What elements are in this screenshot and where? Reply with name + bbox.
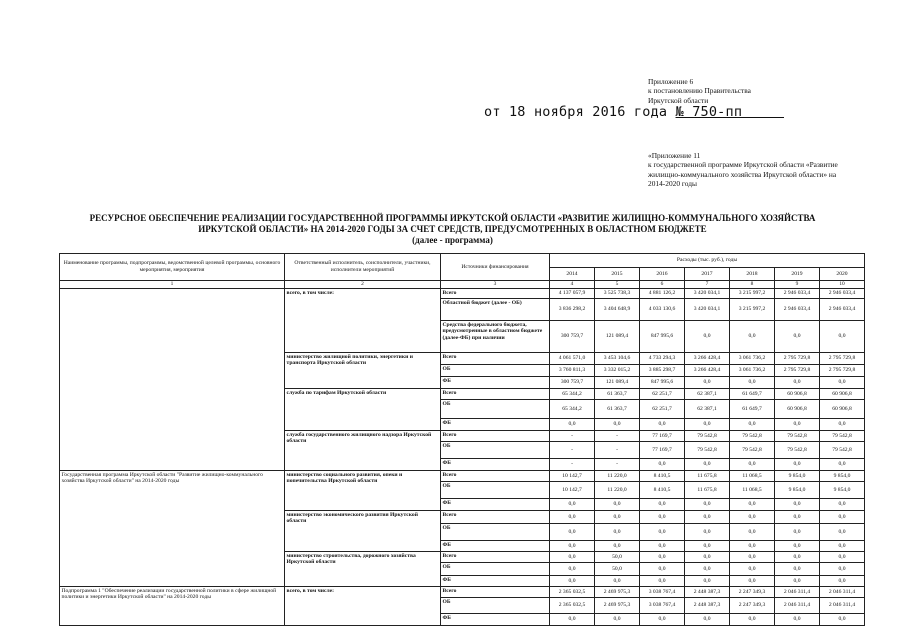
amount-cell: 0,0 — [685, 321, 730, 353]
funding-source-cell: Областной бюджет (далее - ОБ) — [441, 299, 550, 321]
title-line: РЕСУРСНОЕ ОБЕСПЕЧЕНИЕ РЕАЛИЗАЦИИ ГОСУДАРСТВЕННОЙ ПРОГРАММЫ ИРКУТСКОЙ ОБЛАСТИ «РАЗВИТИЕ ЖИЛИЩНО-КОММУНАЛЬНОГО ХОЗЯЙСТВА — [89, 213, 816, 223]
amount-cell: 4 881 126,2 — [640, 289, 685, 299]
amount-cell: 3 453 104,6 — [595, 353, 640, 365]
column-index: 7 — [685, 281, 730, 289]
table-header — [60, 254, 865, 289]
funding-source-cell: ФБ — [441, 541, 550, 552]
amount-cell: 0,0 — [730, 552, 775, 563]
amount-cell: 0,0 — [820, 511, 865, 524]
amount-cell: 0,0 — [550, 524, 595, 541]
amount-cell: 11 675,8 — [685, 482, 730, 499]
amount-cell: 62 251,7 — [640, 389, 685, 400]
amount-cell: 0,0 — [730, 576, 775, 587]
amount-cell: - — [550, 442, 595, 459]
amount-cell: 4 733 294,3 — [640, 353, 685, 365]
amount-cell: 9 854,0 — [820, 482, 865, 499]
header-year: 2020 — [820, 268, 865, 281]
amount-cell: 3 038 767,4 — [640, 587, 685, 598]
amount-cell: 0,0 — [730, 614, 775, 626]
column-index: 3 — [441, 281, 550, 289]
amount-cell: 0,0 — [640, 499, 685, 511]
appendix-header — [648, 151, 838, 189]
amount-cell: 0,0 — [730, 524, 775, 541]
header-year: 2017 — [685, 268, 730, 281]
title-line: ИРКУТСКОЙ ОБЛАСТИ» НА 2014-2020 ГОДЫ ЗА СЧЕТ СРЕДСТВ, ПРЕДУСМОТРЕННЫХ В ОБЛАСТНОМ БЮДЖЕТЕ — [198, 224, 707, 235]
responsible-cell: министерство строительства, дорожного хозяйства Иркутской области — [285, 552, 441, 587]
amount-cell: 0,0 — [640, 614, 685, 626]
amount-cell: 65 344,2 — [550, 389, 595, 400]
responsible-cell: всего, в том числе: — [285, 587, 441, 626]
program-name-cell: Подпрограмма 1 "Обеспечение реализации государственной политики в сфере жилищной политики и энергетики Иркутской области" на 2014-2020 годы — [60, 587, 285, 626]
table-row — [60, 289, 865, 299]
amount-cell: 3 061 736,2 — [730, 365, 775, 377]
amount-cell: 11 675,8 — [685, 471, 730, 482]
header-expenses: Расходы (тыс. руб.), годы — [550, 254, 865, 268]
amount-cell: - — [550, 459, 595, 471]
funding-source-cell: ФБ — [441, 499, 550, 511]
amount-cell: 62 251,7 — [640, 400, 685, 419]
column-index-row — [60, 281, 865, 289]
amount-cell: 2 795 729,8 — [820, 353, 865, 365]
funding-source-cell: Всего — [441, 471, 550, 482]
column-index: 8 — [730, 281, 775, 289]
amount-cell: 0,0 — [685, 563, 730, 576]
amount-cell: 0,0 — [640, 511, 685, 524]
amount-cell: 0,0 — [820, 499, 865, 511]
amount-cell: 0,0 — [685, 459, 730, 471]
amount-cell: 0,0 — [640, 419, 685, 431]
amount-cell: 3 836 298,2 — [550, 299, 595, 321]
amount-cell: 0,0 — [685, 524, 730, 541]
amount-cell: 0,0 — [550, 511, 595, 524]
amount-cell: 10 142,7 — [550, 482, 595, 499]
amount-cell: 0,0 — [730, 321, 775, 353]
amount-cell: 0,0 — [730, 377, 775, 389]
amount-cell: 3 215 997,2 — [730, 299, 775, 321]
amount-cell: - — [595, 431, 640, 442]
amount-cell: 0,0 — [640, 459, 685, 471]
amount-cell: 0,0 — [640, 576, 685, 587]
amount-cell: 0,0 — [550, 576, 595, 587]
title-subline: (далее - программа) — [412, 235, 493, 246]
amount-cell: 0,0 — [685, 614, 730, 626]
responsible-cell: всего, в том числе: — [285, 289, 441, 353]
funding-source-cell: Всего — [441, 289, 550, 299]
amount-cell: 0,0 — [550, 614, 595, 626]
table-row — [60, 471, 865, 482]
amount-cell: 847 995,6 — [640, 377, 685, 389]
header-year: 2019 — [775, 268, 820, 281]
column-index: 2 — [285, 281, 441, 289]
document-title — [20, 213, 885, 247]
amount-cell: 0,0 — [820, 524, 865, 541]
amount-cell: 0,0 — [550, 552, 595, 563]
amount-cell: 79 542,8 — [820, 431, 865, 442]
amount-cell: 0,0 — [685, 576, 730, 587]
amount-cell: 79 542,8 — [730, 431, 775, 442]
amount-cell: 0,0 — [820, 552, 865, 563]
amount-cell: 0,0 — [640, 541, 685, 552]
decree-date-line — [484, 104, 784, 120]
amount-cell: 2 946 033,4 — [775, 289, 820, 299]
column-index: 6 — [640, 281, 685, 289]
amount-cell: 0,0 — [730, 499, 775, 511]
amount-cell: 2 795 729,8 — [775, 353, 820, 365]
amount-cell: 60 906,8 — [775, 389, 820, 400]
amount-cell: 0,0 — [640, 552, 685, 563]
amount-cell: 65 344,2 — [550, 400, 595, 419]
amount-cell: 3 404 648,9 — [595, 299, 640, 321]
header-responsible: Ответственный исполнитель, соисполнители, участники, исполнители мероприятий — [285, 254, 441, 281]
appendix-line: жилищно-коммунального хозяйства Иркутской области» на — [648, 169, 837, 179]
amount-cell: 62 387,1 — [685, 400, 730, 419]
amount-cell: 2 448 387,3 — [685, 598, 730, 614]
amount-cell: 0,0 — [820, 321, 865, 353]
amount-cell: 3 266 428,4 — [685, 365, 730, 377]
header-name: Наименование программы, подпрограммы, ведомственной целевой программы, основного мероприятия, мероприятия — [60, 254, 285, 281]
amount-cell: 8 410,5 — [640, 482, 685, 499]
amount-cell: 0,0 — [595, 419, 640, 431]
amount-cell: 0,0 — [775, 541, 820, 552]
amount-cell: 0,0 — [595, 524, 640, 541]
header-year: 2015 — [595, 268, 640, 281]
amount-cell: 0,0 — [550, 419, 595, 431]
amount-cell: 2 448 387,3 — [685, 587, 730, 598]
approval-line: к постановлению Правительства — [648, 86, 751, 96]
amount-cell: 11 220,0 — [595, 482, 640, 499]
funding-source-cell: ФБ — [441, 576, 550, 587]
funding-source-cell: Всего — [441, 389, 550, 400]
amount-cell: 2 046 311,4 — [775, 587, 820, 598]
amount-cell: 2 469 975,3 — [595, 598, 640, 614]
amount-cell: 3 760 811,3 — [550, 365, 595, 377]
decree-number: № 750-пп — [675, 104, 743, 120]
amount-cell: 2 046 311,4 — [820, 587, 865, 598]
amount-cell: 2 365 032,5 — [550, 587, 595, 598]
amount-cell: 0,0 — [775, 321, 820, 353]
amount-cell: 3 266 428,4 — [685, 353, 730, 365]
header-year: 2016 — [640, 268, 685, 281]
amount-cell: 79 542,8 — [685, 431, 730, 442]
amount-cell: 2 365 032,5 — [550, 598, 595, 614]
amount-cell: 2 946 033,4 — [775, 299, 820, 321]
amount-cell: - — [595, 459, 640, 471]
funding-source-cell: ОБ — [441, 482, 550, 499]
amount-cell: 77 169,7 — [640, 442, 685, 459]
amount-cell: 3 420 034,1 — [685, 289, 730, 299]
amount-cell: 77 169,7 — [640, 431, 685, 442]
amount-cell: 60 906,8 — [820, 400, 865, 419]
amount-cell: 61 363,7 — [595, 400, 640, 419]
amount-cell: 11 068,5 — [730, 482, 775, 499]
amount-cell: 11 068,5 — [730, 471, 775, 482]
resource-table — [59, 253, 865, 626]
column-index: 5 — [595, 281, 640, 289]
funding-source-cell: ФБ — [441, 377, 550, 389]
program-name-cell: Государственная программа Иркутской области "Развитие жилищно-коммунального хозяйства Иркутской области" на 2014-2020 годы — [60, 471, 285, 587]
amount-cell: 0,0 — [685, 511, 730, 524]
amount-cell: 300 759,7 — [550, 321, 595, 353]
amount-cell: 0,0 — [730, 459, 775, 471]
amount-cell: 300 759,7 — [550, 377, 595, 389]
amount-cell: 2 795 729,8 — [820, 365, 865, 377]
amount-cell: 2 046 311,4 — [775, 598, 820, 614]
amount-cell: 0,0 — [820, 541, 865, 552]
funding-source-cell: Средства федерального бюджета, предусмотренные в областном бюджете (далее-ФБ) при наличии — [441, 321, 550, 353]
amount-cell: 0,0 — [685, 377, 730, 389]
amount-cell: 121 089,4 — [595, 377, 640, 389]
amount-cell: 0,0 — [595, 499, 640, 511]
decree-date: от 18 ноября 2016 года — [484, 104, 668, 120]
amount-cell: 11 220,0 — [595, 471, 640, 482]
amount-cell: 0,0 — [685, 541, 730, 552]
amount-cell: 60 906,8 — [775, 400, 820, 419]
appendix-line: 2014-2020 годы — [648, 179, 697, 189]
funding-source-cell: ОБ — [441, 563, 550, 576]
appendix-line: к государственной программе Иркутской области «Развитие — [648, 160, 838, 170]
approval-line: Приложение 6 — [648, 77, 694, 86]
amount-cell: 0,0 — [595, 541, 640, 552]
funding-source-cell: ФБ — [441, 614, 550, 626]
amount-cell: 0,0 — [550, 563, 595, 576]
amount-cell: 0,0 — [730, 419, 775, 431]
column-index: 4 — [550, 281, 595, 289]
funding-source-cell: ФБ — [441, 419, 550, 431]
amount-cell: 50,0 — [595, 552, 640, 563]
signature-underline — [742, 116, 784, 118]
program-name-cell — [60, 289, 285, 471]
funding-source-cell: Всего — [441, 587, 550, 598]
amount-cell: 79 542,8 — [685, 442, 730, 459]
amount-cell: 0,0 — [775, 563, 820, 576]
amount-cell: 0,0 — [730, 511, 775, 524]
amount-cell: 9 854,0 — [775, 471, 820, 482]
amount-cell: 0,0 — [775, 459, 820, 471]
amount-cell: 0,0 — [685, 419, 730, 431]
amount-cell: 0,0 — [775, 524, 820, 541]
amount-cell: 0,0 — [550, 541, 595, 552]
amount-cell: 0,0 — [775, 576, 820, 587]
funding-source-cell: ОБ — [441, 524, 550, 541]
amount-cell: 0,0 — [775, 511, 820, 524]
amount-cell: 79 542,8 — [820, 442, 865, 459]
amount-cell: 2 247 349,3 — [730, 587, 775, 598]
column-index: 10 — [820, 281, 865, 289]
approval-line: Иркутской области — [648, 95, 709, 105]
amount-cell: 0,0 — [685, 499, 730, 511]
amount-cell: 9 854,0 — [820, 471, 865, 482]
amount-cell: 0,0 — [775, 499, 820, 511]
table-body — [60, 289, 865, 626]
funding-source-cell: ОБ — [441, 365, 550, 377]
amount-cell: 3 332 015,2 — [595, 365, 640, 377]
funding-source-cell: ОБ — [441, 442, 550, 459]
amount-cell: 0,0 — [595, 614, 640, 626]
amount-cell: 0,0 — [640, 563, 685, 576]
amount-cell: 61 649,7 — [730, 400, 775, 419]
amount-cell: 0,0 — [775, 614, 820, 626]
amount-cell: 62 387,1 — [685, 389, 730, 400]
amount-cell: 2 795 729,8 — [775, 365, 820, 377]
amount-cell: 0,0 — [730, 541, 775, 552]
amount-cell: 61 363,7 — [595, 389, 640, 400]
responsible-cell: служба по тарифам Иркутской области — [285, 389, 441, 431]
amount-cell: 79 542,8 — [775, 442, 820, 459]
amount-cell: 0,0 — [775, 377, 820, 389]
funding-source-cell: Всего — [441, 552, 550, 563]
amount-cell: 0,0 — [595, 511, 640, 524]
amount-cell: 2 247 349,3 — [730, 598, 775, 614]
amount-cell: 847 995,6 — [640, 321, 685, 353]
amount-cell: 0,0 — [820, 459, 865, 471]
responsible-cell: служба государственного жилищного надзора Иркутской области — [285, 431, 441, 471]
amount-cell: 0,0 — [730, 563, 775, 576]
funding-source-cell: Всего — [441, 353, 550, 365]
amount-cell: 121 089,4 — [595, 321, 640, 353]
amount-cell: 9 854,0 — [775, 482, 820, 499]
amount-cell: 4 137 057,9 — [550, 289, 595, 299]
amount-cell: 0,0 — [595, 576, 640, 587]
responsible-cell: министерство экономического развития Иркутской области — [285, 511, 441, 552]
column-index: 1 — [60, 281, 285, 289]
header-year: 2014 — [550, 268, 595, 281]
header-year: 2018 — [730, 268, 775, 281]
amount-cell: 79 542,8 — [730, 442, 775, 459]
appendix-line: «Приложение 11 — [648, 151, 701, 160]
amount-cell: 2 469 975,3 — [595, 587, 640, 598]
amount-cell: 2 946 033,4 — [820, 289, 865, 299]
amount-cell: 0,0 — [820, 563, 865, 576]
amount-cell: 10 142,7 — [550, 471, 595, 482]
amount-cell: 3 038 767,4 — [640, 598, 685, 614]
amount-cell: 3 215 997,2 — [730, 289, 775, 299]
amount-cell: - — [550, 431, 595, 442]
amount-cell: 0,0 — [550, 499, 595, 511]
amount-cell: 3 885 298,7 — [640, 365, 685, 377]
amount-cell: 2 946 033,4 — [820, 299, 865, 321]
approval-header — [648, 77, 751, 105]
amount-cell: 2 046 311,4 — [820, 598, 865, 614]
amount-cell: 0,0 — [820, 377, 865, 389]
amount-cell: 3 061 736,2 — [730, 353, 775, 365]
amount-cell: 3 420 034,1 — [685, 299, 730, 321]
column-index: 9 — [775, 281, 820, 289]
amount-cell: 0,0 — [820, 419, 865, 431]
amount-cell: - — [595, 442, 640, 459]
amount-cell: 79 542,8 — [775, 431, 820, 442]
funding-source-cell: ОБ — [441, 400, 550, 419]
funding-source-cell: ОБ — [441, 598, 550, 614]
responsible-cell: министерство социального развития, опеки и попечительства Иркутской области — [285, 471, 441, 511]
amount-cell: 0,0 — [820, 614, 865, 626]
header-source: Источники финансирования — [441, 254, 550, 281]
amount-cell: 0,0 — [775, 419, 820, 431]
amount-cell: 0,0 — [820, 576, 865, 587]
amount-cell: 4 033 130,6 — [640, 299, 685, 321]
amount-cell: 50,0 — [595, 563, 640, 576]
amount-cell: 3 525 738,3 — [595, 289, 640, 299]
amount-cell: 8 410,5 — [640, 471, 685, 482]
funding-source-cell: ФБ — [441, 459, 550, 471]
amount-cell: 60 906,8 — [820, 389, 865, 400]
amount-cell: 0,0 — [640, 524, 685, 541]
amount-cell: 61 649,7 — [730, 389, 775, 400]
amount-cell: 0,0 — [685, 552, 730, 563]
funding-source-cell: Всего — [441, 511, 550, 524]
table-row — [60, 587, 865, 598]
amount-cell: 4 061 571,0 — [550, 353, 595, 365]
funding-source-cell: Всего — [441, 431, 550, 442]
amount-cell: 0,0 — [775, 552, 820, 563]
responsible-cell: министерство жилищной политики, энергетики и транспорта Иркутской области — [285, 353, 441, 389]
